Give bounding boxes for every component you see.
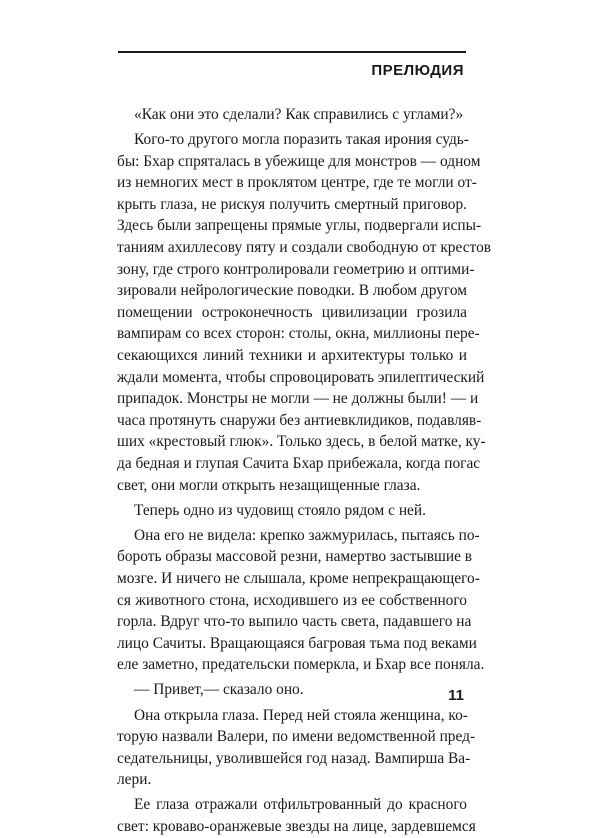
paragraph	[117, 129, 492, 496]
text-line: — Привет,— сказало оно.	[134, 681, 304, 699]
text-line: свет: кроваво-оранжевые звезды на лице, зардевшемся	[117, 818, 476, 835]
text-line: часа протянуть снаружи без антиевклидиков, подавляв-	[117, 411, 482, 429]
text-line: Она открыла глаза. Перед ней стояла женщина, ко-	[134, 706, 468, 724]
text-line: Здесь были запрещены прямые углы, подвергали испы-	[117, 217, 482, 235]
text-line: таниям ахиллесову пяту и создали свободную от крестов	[117, 239, 492, 257]
text-line: лицо Сачиты. Вращающаяся багровая тьма под веками	[117, 634, 477, 652]
header-rule	[118, 51, 466, 53]
paragraph	[117, 794, 476, 837]
body-text	[117, 104, 492, 838]
paragraph	[117, 104, 467, 126]
text-line: припадок. Монстры не могли — не должны были! — и	[117, 390, 479, 408]
text-line: из немногих мест в проклятом центре, где те могли от-	[117, 174, 477, 192]
paragraph	[117, 679, 467, 701]
text-line: мозге. И ничего не слышала, кроме непрекращающего-	[117, 569, 480, 587]
text-line: крыть глаза, не рискуя получить смертный приговор.	[117, 195, 467, 213]
text-line: лери.	[117, 771, 152, 789]
text-line: бороть образы массовой резни, намертво застывшие в	[117, 548, 473, 566]
text-line: Кого-то другого могла поразить такая ирония судь-	[134, 131, 469, 149]
text-line: секающихся линий техники и архитектуры только и	[117, 347, 467, 365]
text-line: ших «крестовый глюк». Только здесь, в белой матке, ку-	[117, 433, 486, 451]
text-line: бы: Бхар спряталась в убежище для монстров — одном	[117, 152, 481, 170]
text-line: зону, где строго контролировали геометрию и оптими-	[117, 260, 475, 278]
text-line: ся животного стона, исходившего из ее собственного	[117, 591, 467, 609]
text-line: помещении остроконечность цивилизации грозила	[117, 303, 467, 321]
text-line: Ее глаза отражали отфильтрованный до красного	[134, 796, 467, 814]
text-line: седательницы, уволившейся год назад. Вампирша Ва-	[117, 749, 471, 767]
text-line: еле заметно, предательски померкла, и Бхар все поняла.	[117, 656, 485, 674]
text-line: ждали момента, чтобы спровоцировать эпилептический	[117, 368, 485, 386]
text-line: свет, они могли открыть незащищенные глаза.	[117, 476, 421, 494]
text-line: Теперь одно из чудовищ стояло рядом с ней.	[134, 501, 426, 519]
paragraph	[117, 500, 467, 522]
text-line: зировали нейрологические поводки. В любом другом	[117, 282, 467, 300]
paragraph	[117, 705, 476, 791]
paragraph	[117, 525, 485, 676]
text-line: горла. Вдруг что-то выпило часть света, падавшего на	[117, 613, 472, 631]
page-number: 11	[448, 687, 464, 704]
text-line: вампирам со всех сторон: столы, окна, миллионы пере-	[117, 325, 480, 343]
text-line: «Как они это сделали? Как справились с углами?»	[134, 106, 464, 123]
running-head: ПРЕЛЮДИЯ	[371, 62, 464, 79]
text-line: Она его не видела: крепко зажмурилась, пытаясь по-	[134, 526, 480, 544]
text-line: торую назвали Валери, по имени ведомственной пред-	[117, 728, 476, 746]
text-line: да бедная и глупая Сачита Бхар прибежала, когда погас	[117, 455, 481, 472]
